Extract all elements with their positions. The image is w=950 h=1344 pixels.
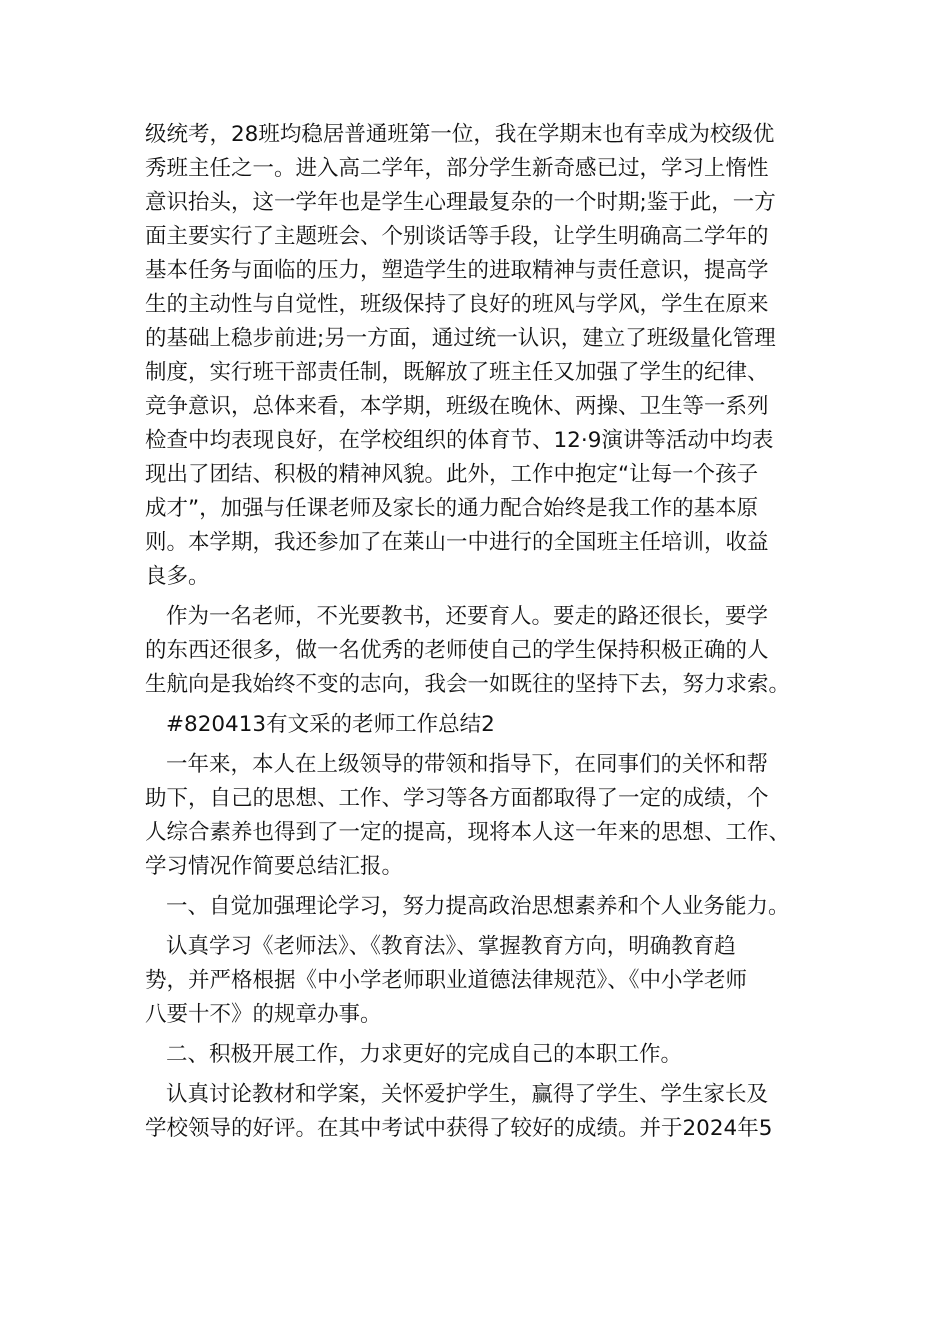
subheading-line: 二、积极开展工作，力求更好的完成自己的本职工作。 — [166, 1042, 683, 1067]
subheading-two — [145, 1038, 813, 1072]
text-line: 则。本学期，我还参加了在莱山一中进行的全国班主任培训，收益 — [145, 530, 769, 555]
document-body — [145, 118, 813, 1146]
text-line: 学校领导的好评。在其中考试中获得了较好的成绩。并于2024年5 — [145, 1116, 773, 1141]
text-line: 制度，实行班干部责任制，既解放了班主任又加强了学生的纪律、 — [145, 360, 769, 385]
text-line: 八要十不》的规章办事。 — [145, 1002, 382, 1027]
paragraph-teacher-aspiration — [145, 600, 813, 702]
paragraph-teaching-work — [145, 1078, 813, 1146]
text-line: 的东西还很多，做一名优秀的老师使自己的学生保持积极正确的人 — [145, 638, 769, 663]
text-line: 级统考，28班均稳居普通班第一位，我在学期末也有幸成为校级优 — [145, 122, 775, 147]
paragraph-year-intro — [145, 748, 813, 884]
text-line: 成才”，加强与任课老师及家长的通力配合始终是我工作的基本原 — [145, 496, 759, 521]
text-line: 势，并严格根据《中小学老师职业道德法律规范》、《中小学老师 — [145, 968, 748, 993]
text-line: 学习情况作简要总结汇报。 — [145, 854, 404, 879]
heading-line: #820413有文采的老师工作总结2 — [166, 712, 495, 737]
text-line: 作为一名老师，不光要教书，还要育人。要走的路还很长，要学 — [166, 604, 769, 629]
text-line: 认真学习《老师法》、《教育法》、掌握教育方向，明确教育趋 — [166, 934, 736, 959]
text-line: 基本任务与面临的压力，塑造学生的进取精神与责任意识，提高学 — [145, 258, 769, 283]
subheading-one — [145, 890, 813, 924]
text-line: 生的主动性与自觉性，班级保持了良好的班风与学风，学生在原来 — [145, 292, 769, 317]
section-heading — [145, 708, 813, 742]
text-line: 生航向是我始终不变的志向，我会一如既往的坚持下去，努力求索。 — [145, 672, 791, 697]
text-line: 现出了团结、积极的精神风貌。此外，工作中抱定“让每一个孩子 — [145, 462, 759, 487]
text-line: 一年来，本人在上级领导的带领和指导下，在同事们的关怀和帮 — [166, 752, 769, 777]
text-line: 良多。 — [145, 564, 210, 589]
paragraph-study-laws — [145, 930, 813, 1032]
text-line: 意识抬头，这一学年也是学生心理最复杂的一个时期;鉴于此，一方 — [145, 190, 776, 215]
text-line: 面主要实行了主题班会、个别谈话等手段，让学生明确高二学年的 — [145, 224, 769, 249]
text-line: 秀班主任之一。进入高二学年，部分学生新奇感已过，学习上惰性 — [145, 156, 769, 181]
text-line: 助下，自己的思想、工作、学习等各方面都取得了一定的成绩，个 — [145, 786, 769, 811]
text-line: 的基础上稳步前进;另一方面，通过统一认识，建立了班级量化管理 — [145, 326, 776, 351]
subheading-line: 一、自觉加强理论学习，努力提高政治思想素养和个人业务能力。 — [166, 894, 790, 919]
text-line: 人综合素养也得到了一定的提高，现将本人这一年来的思想、工作、 — [145, 820, 791, 845]
paragraph-class-summary — [145, 118, 813, 594]
text-line: 竞争意识，总体来看，本学期，班级在晚休、两操、卫生等一系列 — [145, 394, 769, 419]
text-line: 检查中均表现良好，在学校组织的体育节、12·9演讲等活动中均表 — [145, 428, 774, 453]
text-line: 认真讨论教材和学案，关怀爱护学生，赢得了学生、学生家长及 — [166, 1082, 769, 1107]
